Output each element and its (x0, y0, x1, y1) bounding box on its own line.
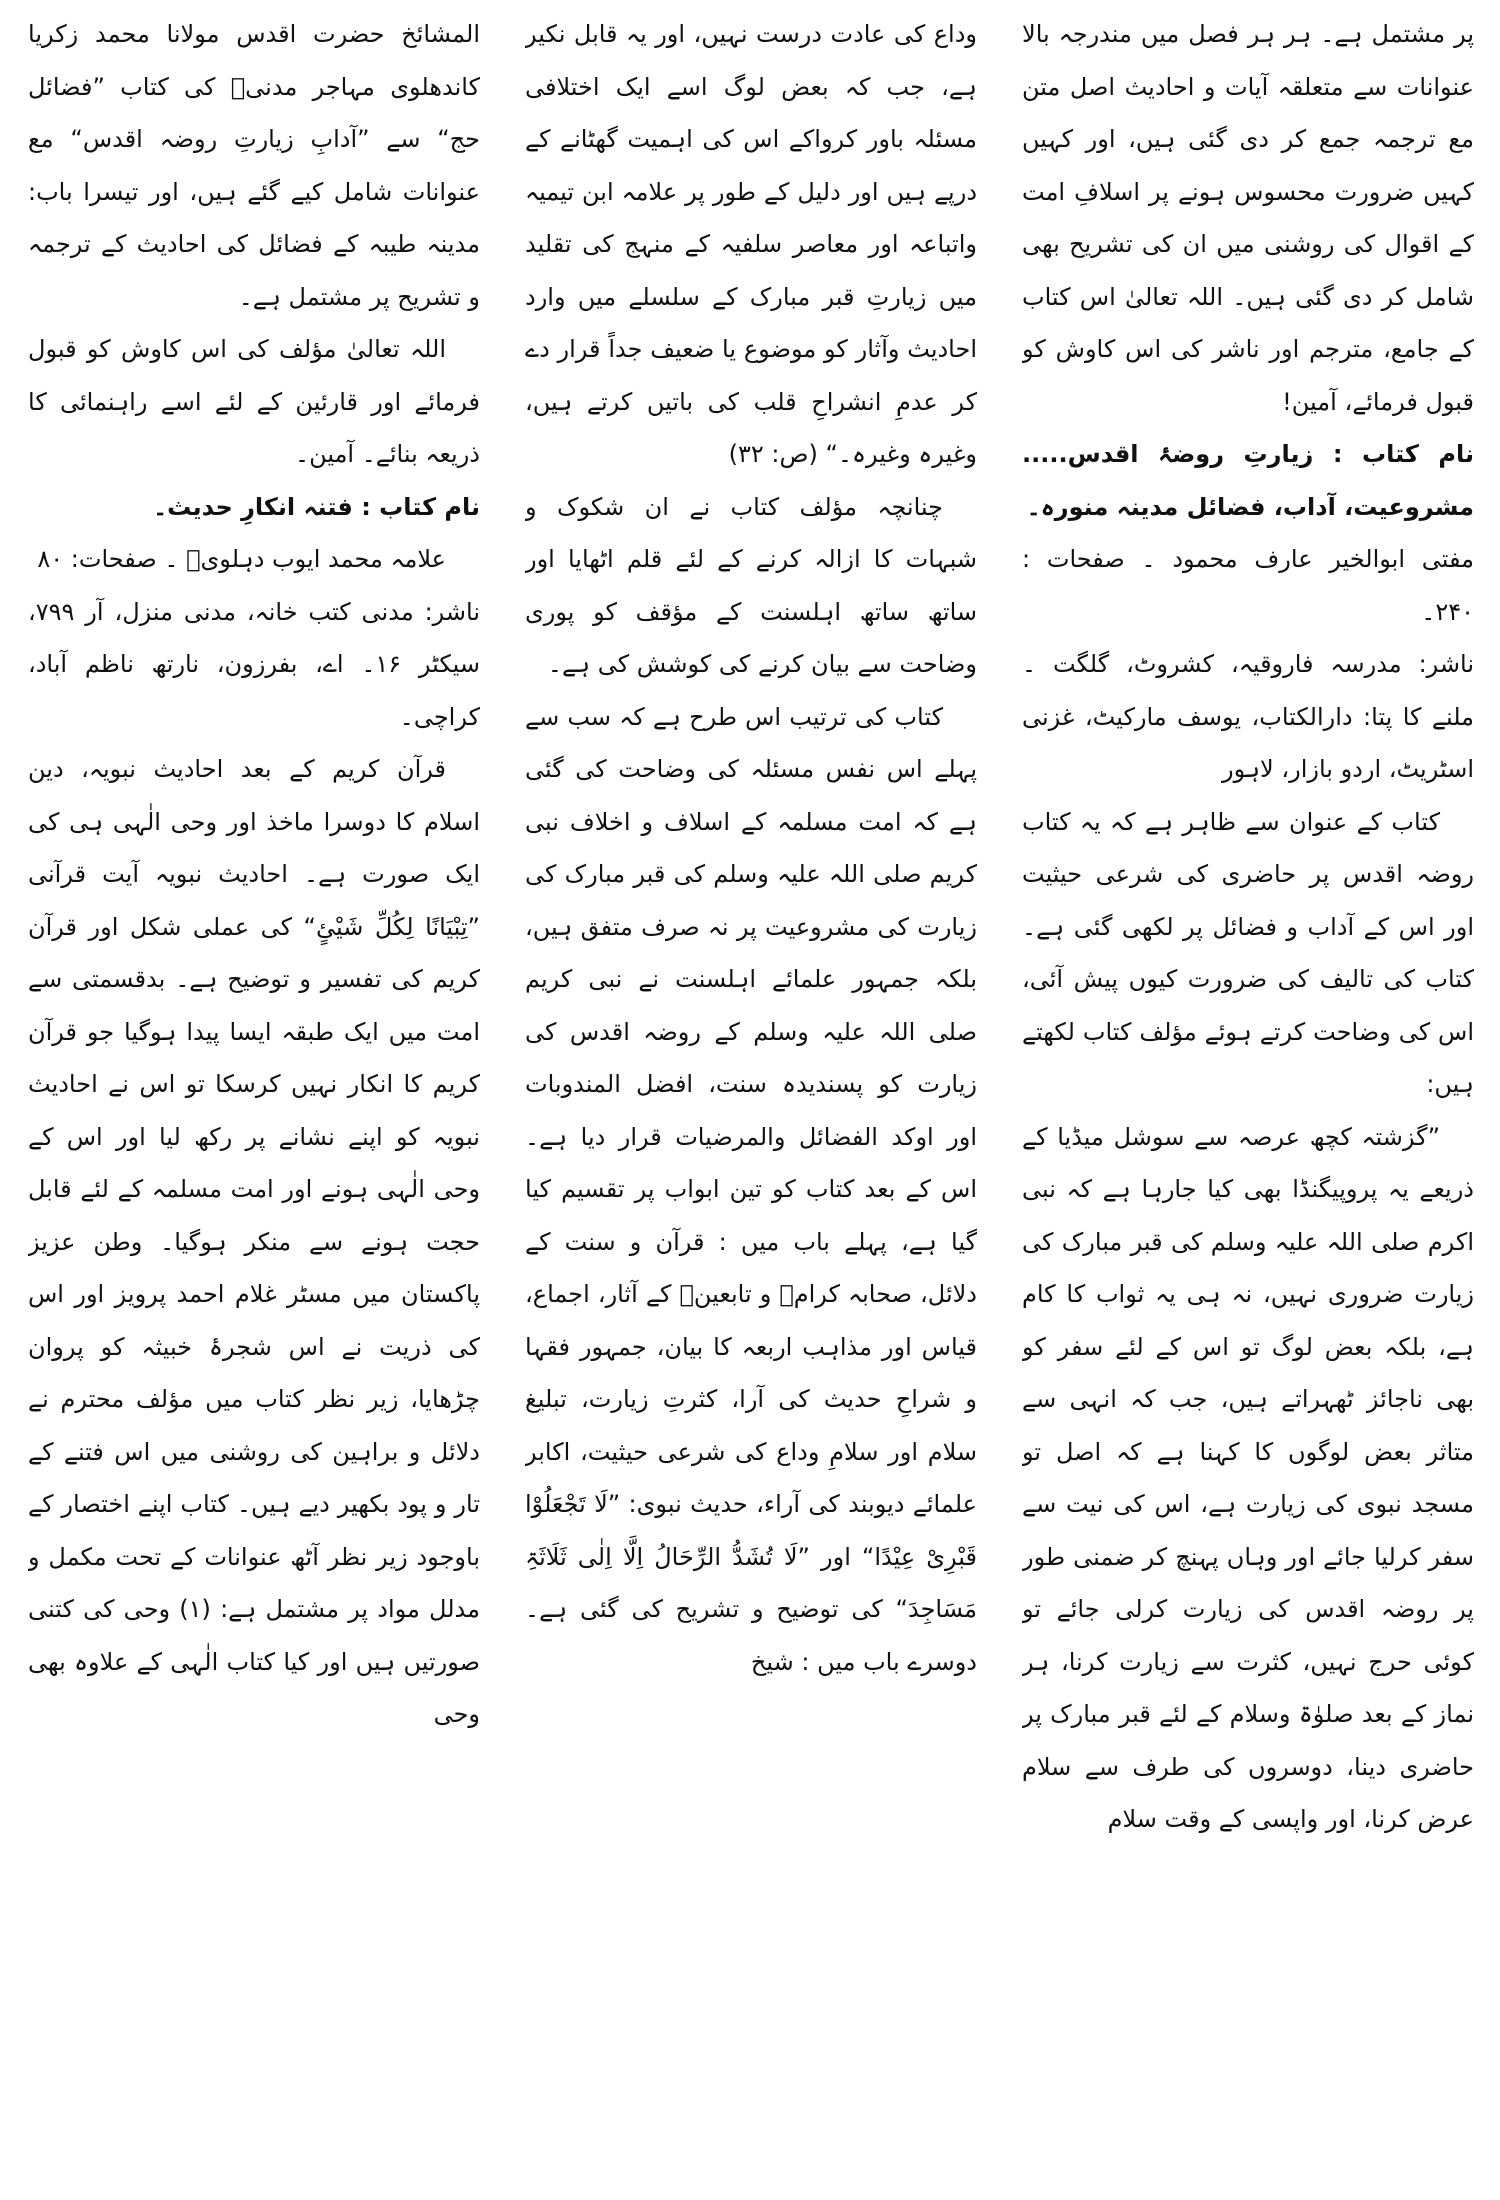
paragraph: قرآن کریم کے بعد احادیث نبویہ، دین اسلام کا دوسرا ماخذ اور وحی الٰہی ہی کی ایک صورت ہے۔ احادیث نبویہ آیت قرآنی ”تِبْیَانًا لِکُلِّ شَیْئٍ“ کی عملی شکل اور قرآن کریم کی تفسیر و توضیح ہے۔ بدقسمتی سے امت میں ایک طبقہ ایسا پیدا ہوگیا جو قرآن کریم کا انکار نہیں کرسکا تو اس نے احادیث نبویہ کو اپنے نشانے پر رکھ لیا اور اس کے وحی الٰہی ہونے اور امت مسلمہ کے لئے قابل حجت ہونے سے منکر ہوگیا۔ وطن عزیز پاکستان میں مسٹر غلام احمد پرویز اور اس کی ذریت نے اس شجرۂ خبیثہ کو پروان چڑھایا، زیر نظر کتاب میں مؤلف محترم نے دلائل و براہین کی روشنی میں اس فتنے کے تار و پود بکھیر دیے ہیں۔ کتاب اپنے اختصار کے باوجود زیر نظر آٹھ عنوانات کے تحت مکمل و مدلل مواد پر مشتمل ہے: (۱) وحی کی کتنی صورتیں ہیں اور کیا کتاب الٰہی کے علاوہ بھی وحی (28, 755, 480, 1728)
book-title-heading: نام کتاب : زیارتِ روضۂ اقدس..... مشروعیت، آداب، فضائل مدینہ منورہ۔ (1022, 440, 1474, 521)
paragraph: مفتی ابوالخیر عارف محمود ۔ صفحات : ۲۴۰۔ (1022, 545, 1474, 626)
paragraph: اللہ تعالیٰ مؤلف کی اس کاوش کو قبول فرمائے اور قارئین کے لئے اسے راہنمائی کا ذریعہ بنائے۔ آمین۔ (28, 335, 480, 468)
paragraph: وداع کی عادت درست نہیں، اور یہ قابل نکیر ہے، جب کہ بعض لوگ اسے ایک اختلافی مسئلہ باور کرواکے اس کی اہمیت گھٹانے کے درپے ہیں اور دلیل کے طور پر علامہ ابن تیمیہ واتباعہ اور معاصر سلفیہ کے منہج کی تقلید میں زیارتِ قبر مبارک کے سلسلے میں وارد احادیث وآثار کو موضوع یا ضعیف جداً قرار دے کر عدمِ انشراحِ قلب کی باتیں کرتے ہیں، وغیرہ وغیرہ۔“ (ص: ۳۲) (525, 20, 977, 468)
column-left (28, 8, 480, 2188)
paragraph: ”گزشتہ کچھ عرصہ سے سوشل میڈیا کے ذریعے یہ پروپیگنڈا بھی کیا جارہا ہے کہ نبی اکرم صلی اللہ علیہ وسلم کی قبر مبارک کی زیارت ضروری نہیں، نہ ہی یہ ثواب کا کام ہے، بلکہ بعض لوگ تو اس کے لئے سفر کو بھی ناجائز ٹھہراتے ہیں، جب کہ انہی سے متاثر بعض لوگوں کا کہنا ہے کہ اصل تو مسجد نبوی کی زیارت ہے، اس کی نیت سے سفر کرلیا جائے اور وہاں پہنچ کر ضمنی طور پر روضہ اقدس کی زیارت کرلی جائے تو کوئی حرج نہیں، کثرت سے زیارت کرنا، ہر نماز کے بعد صلوٰۃ وسلام کے لئے قبر مبارک پر حاضری دینا، دوسروں کی طرف سے سلام عرض کرنا، اور واپسی کے وقت سلام (1022, 1122, 1474, 1833)
paragraph: چنانچہ مؤلف کتاب نے ان شکوک و شبہات کا ازالہ کرنے کے لئے قلم اٹھایا اور ساتھ ساتھ اہلسنت کے مؤقف کو پوری وضاحت سے بیان کرنے کی کوشش کی ہے۔ (525, 492, 977, 678)
column-right (1022, 8, 1474, 2188)
paragraph: ناشر: مدنی کتب خانہ، مدنی منزل، آر ۷۹۹، سیکٹر ۱۶۔ اے، بفرزون، نارتھ ناظم آباد، کراچی۔ (28, 597, 480, 731)
paragraph: کتاب کے عنوان سے ظاہر ہے کہ یہ کتاب روضہ اقدس پر حاضری کی شرعی حیثیت اور اس کے آداب و فضائل پر لکھی گئی ہے۔ کتاب کی تالیف کی ضرورت کیوں پیش آئی، اس کی وضاحت کرتے ہوئے مؤلف کتاب لکھتے ہیں: (1022, 807, 1474, 1098)
column-middle (525, 8, 977, 2188)
paragraph: ناشر: مدرسہ فاروقیہ، کشروٹ، گلگت ۔ ملنے کا پتا: دارالکتاب، یوسف مارکیٹ، غزنی اسٹریٹ، اردو بازار، لاہور (1022, 650, 1474, 783)
book-title-heading: نام کتاب : فتنہ انکارِ حدیث۔ (153, 492, 480, 521)
paragraph: پر مشتمل ہے۔ ہر ہر فصل میں مندرجہ بالا عنوانات سے متعلقہ آیات و احادیث اصل متن مع ترجمہ جمع کر دی گئی ہیں، اور کہیں کہیں ضرورت محسوس ہونے پر اسلافِ امت کے اقوال کی روشنی میں ان کی تشریح بھی شامل کر دی گئی ہیں۔ اللہ تعالیٰ اس کتاب کے جامع، مترجم اور ناشر کی اس کاوش کو قبول فرمائے، آمین! (1022, 20, 1474, 416)
paragraph: علامہ محمد ایوب دہلویؒ ۔ صفحات: ۸۰ (37, 545, 446, 573)
magazine-page (28, 8, 1474, 2188)
paragraph: کتاب کی ترتیب اس طرح ہے کہ سب سے پہلے اس نفس مسئلہ کی وضاحت کی گئی ہے کہ امت مسلمہ کے اسلاف و اخلاف نبی کریم صلی اللہ علیہ وسلم کی قبر مبارک کی زیارت کی مشروعیت پر نہ صرف متفق ہیں، بلکہ جمہور علمائے اہلسنت نے نبی کریم صلی اللہ علیہ وسلم کے روضہ اقدس کی زیارت کو پسندیدہ سنت، افضل المندوبات اور اوکد الفضائل والمرضیات قرار دیا ہے۔ اس کے بعد کتاب کو تین ابواب پر تقسیم کیا گیا ہے، پہلے باب میں : قرآن و سنت کے دلائل، صحابہ کرامؓ و تابعینؒ کے آثار، اجماع، قیاس اور مذاہب اربعہ کا بیان، جمہور فقہا و شراحِ حدیث کی آرا، کثرتِ زیارت، تبلیغ سلام اور سلامِ وداع کی شرعی حیثیت، اکابر علمائے دیوبند کی آراء، حدیث نبوی: ”لَا تَجْعَلُوْا قَبْرِیْ عِیْدًا“ اور ”لَا تُشَدُّ الرِّحَالُ اِلَّا اِلٰی ثَلَاثَۃِ مَسَاجِدَ“ کی توضیح و تشریح کی گئی ہے۔ دوسرے باب میں : شیخ (525, 702, 977, 1676)
paragraph: المشائخ حضرت اقدس مولانا محمد زکریا کاندھلوی مہاجر مدنیؒ کی کتاب ”فضائل حج“ سے ”آدابِ زیارتِ روضہ اقدس“ مع عنوانات شامل کیے گئے ہیں، اور تیسرا باب: مدینہ طیبہ کے فضائل کی احادیث کے ترجمہ و تشریح پر مشتمل ہے۔ (28, 20, 480, 311)
